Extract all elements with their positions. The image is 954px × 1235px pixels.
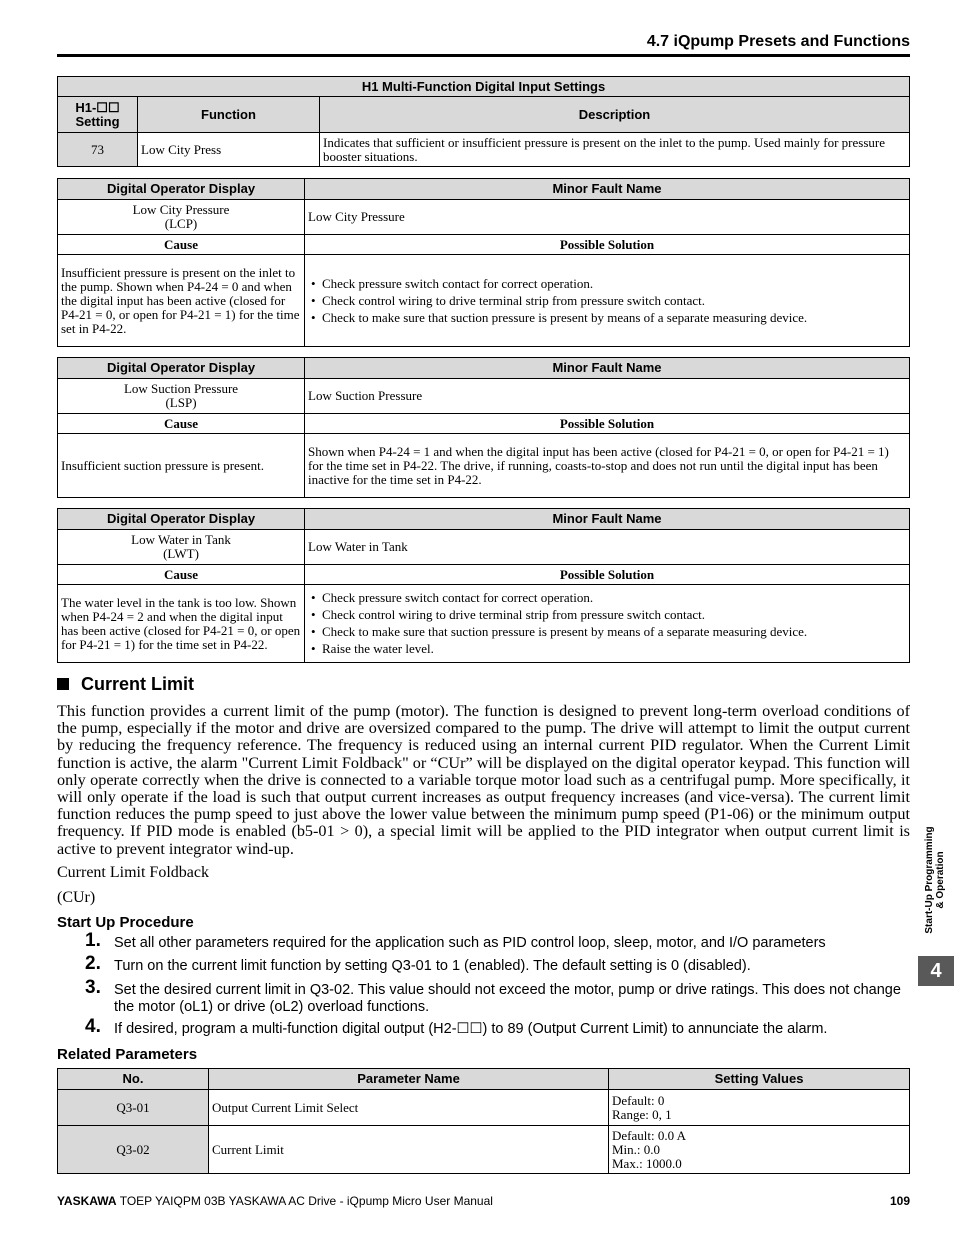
fault2-name: Low Suction Pressure (305, 379, 910, 414)
table-row (58, 1090, 910, 1126)
step-number: 4. (85, 1016, 101, 1037)
param-values (609, 1126, 910, 1174)
params-col-values: Setting Values (609, 1069, 910, 1090)
page-header-title: 4.7 iQpump Presets and Functions (646, 33, 910, 50)
fault1-cause: Insufficient pressure is present on the inlet to the pump. Shown when P4-24 = 0 and when the digital input has been active (closed for P4-21 = 0, or open for P4-21 = 1) for the time set in P4-22. (58, 255, 305, 347)
side-tab-line1: Start-Up Programming (924, 826, 935, 934)
h1-col-description: Description (320, 97, 910, 133)
h1-row-function: Low City Press (138, 133, 320, 167)
param-value-line: Default: 0 (612, 1092, 665, 1108)
step-number: 1. (85, 930, 101, 951)
fault3-display-line1: Low Water in Tank (131, 532, 231, 547)
fault3-solution-header: Possible Solution (305, 565, 910, 585)
fault3-cause: The water level in the tank is too low. Shown when P4-24 = 2 and when the digital input has been active (closed for P4-21 = 0, or open for P4-21 = 1) for the time set in P4-22. (58, 585, 305, 663)
current-limit-paragraph: This function provides a current limit of the pump (motor). The function is designed to prevent long-term overload conditions of the pump, especially if the motor and drive are oversized compared to the pump. The drive will attempt to limit the output current by reducing the frequency reference. The frequency is reduced using an internal current PID regulator. When the Current Limit function is active, the alarm "Current Limit Foldback" or “CUr” will be displayed on the digital operator keypad. This function will only operate correctly when the drive is connected to a variable torque motor load such as a centrifugal pump. More specifically, it will only operate if the load is such that output current increases as output frequency increases (and vice-versa). The current limit function reduces the pump speed to just above the lower value between the minimum pump speed (P1-06) or the minimum output frequency. If PID mode is enabled (b5-01 > 0), a special limit will be applied to the PID integrator when output current limit is active to prevent integrator wind-up. (57, 702, 910, 858)
fault2-display-line1: Low Suction Pressure (123, 381, 239, 396)
foldback-line: Current Limit Foldback (57, 864, 209, 881)
related-parameters-heading: Related Parameters (57, 1046, 198, 1063)
side-tab-label (924, 826, 946, 933)
startup-step-4 (57, 1016, 910, 1038)
param-value-line: Range: 0, 1 (612, 1106, 672, 1122)
fault2-solution-text: Shown when P4-24 = 1 and when the digital input has been active (closed for P4-21 = 0, or open for P4-21 = 1) for the time set in P4-22. The drive, if running, coasts-to-stop and does not run until the digital input has been inactive for the time set in P4-22. (305, 434, 910, 498)
fault2-display-header: Digital Operator Display (58, 358, 305, 379)
step-text: If desired, program a multi-function digital output (H2-☐☐) to 89 (Output Current Limit) to annunciate the alarm. (114, 1021, 828, 1037)
step-number: 3. (85, 977, 101, 998)
fault3-solutions (305, 585, 910, 663)
fault3-name: Low Water in Tank (305, 530, 910, 565)
param-no: Q3-02 (58, 1126, 209, 1174)
fault1-solution-item: • Check to make sure that suction pressure is present by means of a separate measuring device. (308, 311, 906, 325)
fault2-name-header: Minor Fault Name (305, 358, 910, 379)
h1-table-title: H1 Multi-Function Digital Input Settings (58, 77, 910, 97)
fault1-solution-item: • Check control wiring to drive terminal strip from pressure switch contact. (308, 294, 906, 308)
fault-table-lcp (57, 178, 910, 347)
page-number: 109 (889, 1194, 910, 1208)
fault1-display (58, 200, 305, 235)
step-text: Turn on the current limit function by setting Q3-01 to 1 (enabled). The default setting is 0 (disabled). (114, 958, 751, 974)
startup-step-3 (57, 977, 910, 1016)
chapter-tab[interactable]: 4 (918, 956, 954, 986)
related-parameters-table (57, 1068, 910, 1174)
fault3-display-line2: (LWT) (163, 546, 199, 561)
param-value-line: Default: 0.0 A (612, 1127, 687, 1143)
param-name: Output Current Limit Select (209, 1090, 609, 1126)
fault3-solution-item: • Check to make sure that suction pressure is present by means of a separate measuring device. (308, 625, 906, 639)
startup-step-2 (57, 953, 910, 975)
fault3-name-header: Minor Fault Name (305, 509, 910, 530)
step-text: Set the desired current limit in Q3-02. This value should not exceed the motor, pump or drive ratings. This does not change the motor (oL1) or drive (oL2) overload functions. (114, 982, 901, 1015)
startup-heading: Start Up Procedure (57, 914, 194, 931)
fault2-display-line2: (LSP) (165, 395, 197, 410)
current-limit-heading-text: Current Limit (81, 674, 195, 694)
fault1-name: Low City Pressure (305, 200, 910, 235)
h1-settings-table (57, 76, 910, 167)
fault1-cause-header: Cause (58, 235, 305, 255)
fault-table-lwt (57, 508, 910, 663)
fault3-display (58, 530, 305, 565)
startup-step-1 (57, 930, 910, 952)
param-name: Current Limit (209, 1126, 609, 1174)
param-value-line: Min.: 0.0 (612, 1141, 661, 1157)
params-col-name: Parameter Name (209, 1069, 609, 1090)
step-number: 2. (85, 953, 101, 974)
fault3-solution-item: • Raise the water level. (308, 642, 906, 656)
fault3-cause-header: Cause (58, 565, 305, 585)
header-rule (57, 54, 910, 57)
fault1-name-header: Minor Fault Name (305, 179, 910, 200)
step-text: Set all other parameters required for the application such as PID control loop, sleep, motor, and I/O parameters (114, 935, 826, 951)
fault1-display-line2: (LCP) (164, 216, 198, 231)
fault2-display (58, 379, 305, 414)
param-value-line: Max.: 1000.0 (612, 1155, 682, 1171)
params-col-no: No. (58, 1069, 209, 1090)
fault3-solution-item: • Check pressure switch contact for correct operation. (308, 591, 906, 605)
table-row (58, 1126, 910, 1174)
h1-row-setting: 73 (58, 133, 138, 167)
side-tab-line2: & Operation (935, 851, 946, 909)
fault2-solution-header: Possible Solution (305, 414, 910, 434)
param-values (609, 1090, 910, 1126)
section-square-icon (57, 678, 69, 690)
h1-row-description: Indicates that sufficient or insufficient pressure is present on the inlet to the pump. Used mainly for pressure booster situations. (320, 133, 910, 167)
fault-table-lsp (57, 357, 910, 498)
cur-line: (CUr) (57, 889, 96, 906)
fault3-solution-item: • Check control wiring to drive terminal strip from pressure switch contact. (308, 608, 906, 622)
fault1-display-line1: Low City Pressure (132, 202, 230, 217)
param-no: Q3-01 (58, 1090, 209, 1126)
fault3-display-header: Digital Operator Display (58, 509, 305, 530)
fault1-display-header: Digital Operator Display (58, 179, 305, 200)
footer-brand: YASKAWA (57, 1194, 117, 1208)
footer-doc: TOEP YAIQPM 03B YASKAWA AC Drive - iQpump Micro User Manual (119, 1194, 493, 1208)
fault2-cause-header: Cause (58, 414, 305, 434)
h1-col-function: Function (138, 97, 320, 133)
fault2-cause: Insufficient suction pressure is present. (58, 434, 305, 498)
h1-col-setting: H1-☐☐ Setting (58, 97, 138, 133)
current-limit-heading (57, 674, 194, 695)
fault1-solutions (305, 255, 910, 347)
footer-doc-info (57, 1194, 493, 1208)
fault1-solution-header: Possible Solution (305, 235, 910, 255)
fault1-solution-item: • Check pressure switch contact for correct operation. (308, 277, 906, 291)
